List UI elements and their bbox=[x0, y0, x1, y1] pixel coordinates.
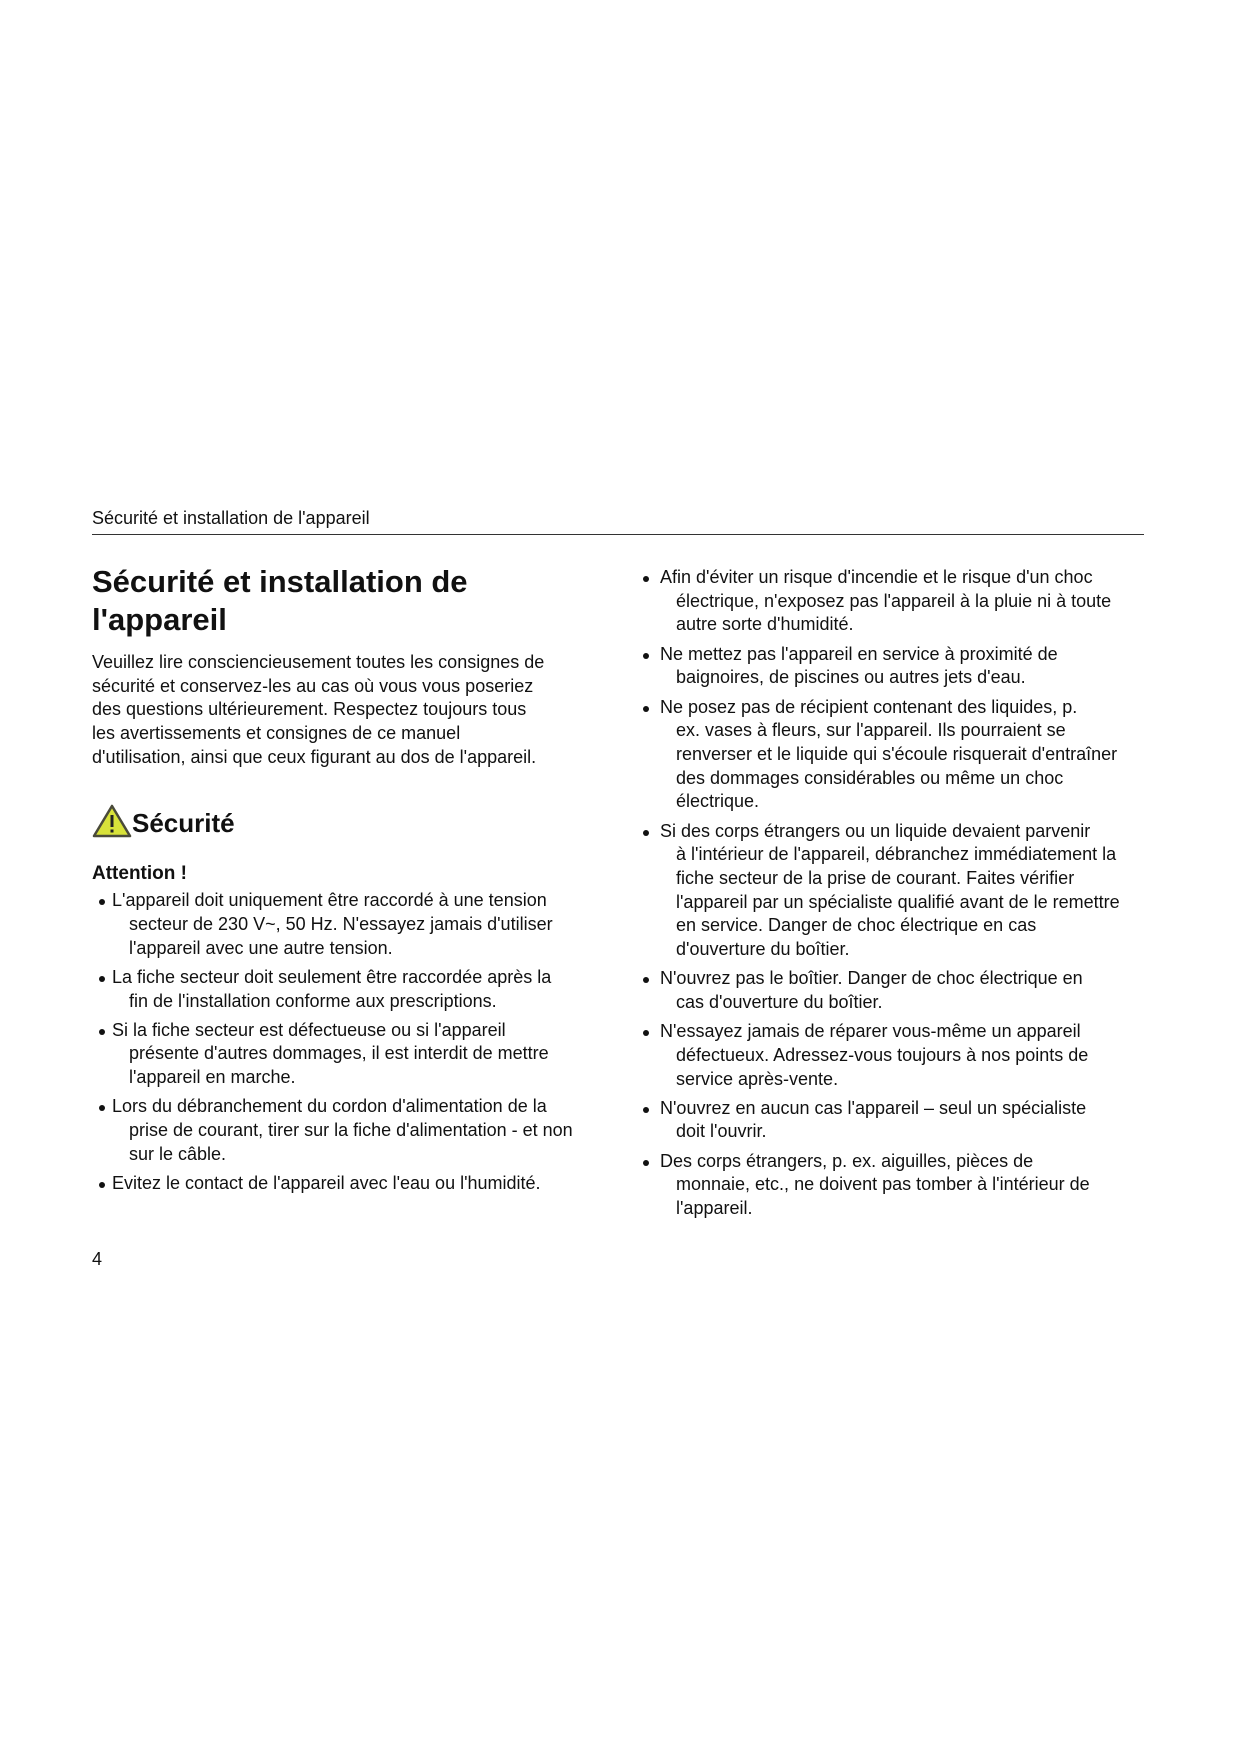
list-item: Lors du débranchement du cordon d'alimentation de la prise de courant, tirer sur la fiche d'alimentation - et non sur le câble. bbox=[92, 1095, 612, 1166]
list-item: Afin d'éviter un risque d'incendie et le risque d'un choc électrique, n'exposez pas l'appareil à la pluie ni à toute autre sorte d'humidité. bbox=[630, 566, 1150, 637]
left-bullet-list bbox=[92, 889, 612, 1195]
intro-paragraph: Veuillez lire consciencieusement toutes les consignes de sécurité et conservez-les au cas où vous vous poseriez des questions ultérieurement. Respectez toujours tous les avertissements et consignes de ce manuel d'utilisation, ainsi que ceux figurant au dos de l'appareil. bbox=[92, 652, 545, 767]
left-column bbox=[92, 563, 612, 1201]
list-item: Si des corps étrangers ou un liquide devaient parvenir à l'intérieur de l'appareil, débranchez immédiatement la fiche secteur de la prise de courant. Faites vérifier l'appareil par un spécialiste qualifié avant de le remettre en service. Danger de choc électrique en cas d'ouverture du boîtier. bbox=[630, 820, 1150, 962]
page-number: 4 bbox=[92, 1249, 103, 1269]
list-item: Ne posez pas de récipient contenant des liquides, p. ex. vases à fleurs, sur l'appareil. Ils pourraient se renverser et le liquide qui s'écoule risquerait d'entraîner des dommages considérables ou même un choc électrique. bbox=[630, 696, 1150, 815]
list-item: Des corps étrangers, p. ex. aiguilles, pièces de monnaie, etc., ne doivent pas tomber à l'intérieur de l'appareil. bbox=[630, 1150, 1150, 1221]
right-bullet-list bbox=[630, 566, 1150, 1221]
list-item: N'ouvrez en aucun cas l'appareil – seul un spécialiste doit l'ouvrir. bbox=[630, 1097, 1150, 1144]
section-title: Sécurité bbox=[132, 807, 235, 838]
list-item: N'ouvrez pas le boîtier. Danger de choc électrique en cas d'ouverture du boîtier. bbox=[630, 967, 1150, 1014]
list-item: Ne mettez pas l'appareil en service à proximité de baignoires, de piscines ou autres jets d'eau. bbox=[630, 643, 1150, 690]
page-title: Sécurité et installation de l'appareil bbox=[92, 564, 468, 637]
right-column bbox=[630, 566, 1150, 1226]
list-item: La fiche secteur doit seulement être raccordée après la fin de l'installation conforme aux prescriptions. bbox=[92, 966, 612, 1013]
running-header: Sécurité et installation de l'appareil bbox=[92, 508, 370, 528]
section-heading bbox=[92, 804, 612, 838]
warning-triangle-icon bbox=[92, 804, 132, 838]
header-divider bbox=[92, 534, 1144, 535]
list-item: L'appareil doit uniquement être raccordé à une tension secteur de 230 V~, 50 Hz. N'essayez jamais d'utiliser l'appareil avec une autre tension. bbox=[92, 889, 612, 960]
attention-subheading: Attention ! bbox=[92, 862, 187, 884]
list-item: N'essayez jamais de réparer vous-même un appareil défectueux. Adressez-vous toujours à nos points de service après-vente. bbox=[630, 1020, 1150, 1091]
list-item: Evitez le contact de l'appareil avec l'eau ou l'humidité. bbox=[92, 1172, 612, 1196]
list-item: Si la fiche secteur est défectueuse ou si l'appareil présente d'autres dommages, il est interdit de mettre l'appareil en marche. bbox=[92, 1019, 612, 1090]
